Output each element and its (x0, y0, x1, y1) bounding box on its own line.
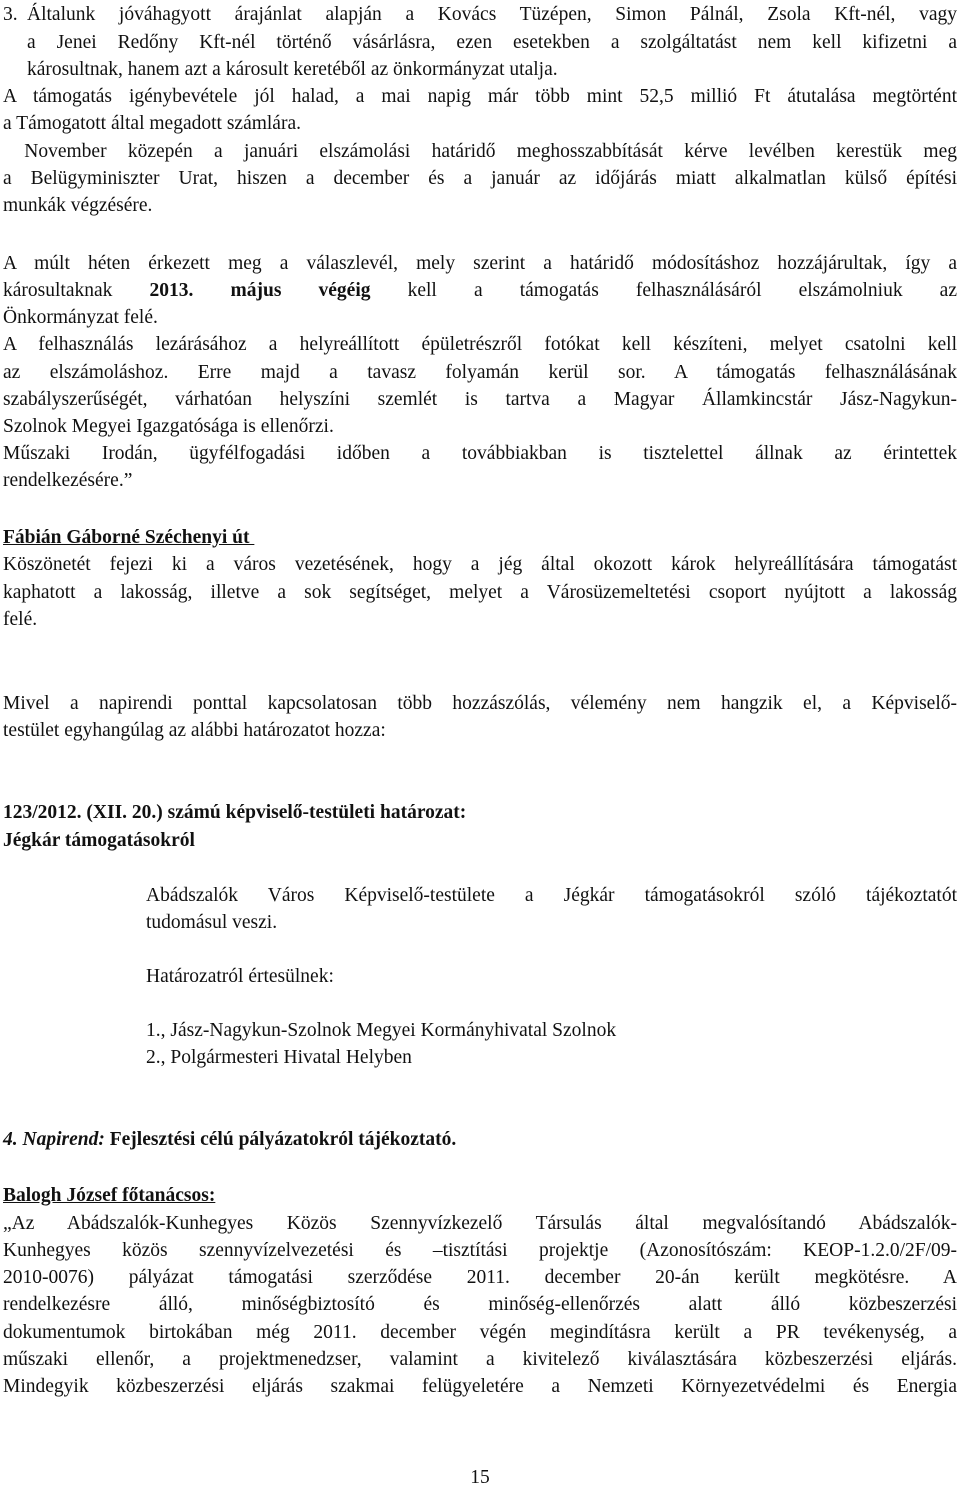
resolution-body-line: Abádszalók Város Képviselő-testülete a Jégkár támogatásokról szóló tájékoztatót (146, 885, 957, 906)
text-line: November közepén a januári elszámolási határidő meghosszabbítását kérve levélben kerestük meg (3, 141, 957, 162)
text-line: Mivel a napirendi ponttal kapcsolatosan több hozzászólás, vélemény nem hangzik el, a Képviselő- (3, 693, 957, 714)
text-line: felé. (3, 609, 38, 630)
text-line (3, 278, 957, 304)
text-line: az elszámoláshoz. Erre majd a tavasz folyamán kerül sor. A támogatás felhasználásának (3, 362, 957, 383)
resolution-body-line: tudomásul veszi. (146, 912, 278, 933)
text-line: testület egyhangúlag az alábbi határozatot hozza: (3, 720, 386, 741)
text-line: munkák végzésére. (3, 195, 153, 216)
text-line: Szolnok Megyei Igazgatósága is ellenőrzi. (3, 416, 334, 437)
agenda-label: 4. Napirend: (3, 1129, 105, 1150)
text-line: a Támogatott által megadott számlára. (3, 113, 301, 134)
agenda-heading (3, 1127, 957, 1153)
speaker-name: Fábián Gáborné Széchenyi út (3, 527, 255, 548)
resolution-title: 123/2012. (XII. 20.) számú képviselő-testületi határozat: (3, 802, 467, 823)
text-fragment: károsultaknak (3, 280, 150, 301)
text-line: A felhasználás lezárásához a helyreállított épületrészről fotókat kell készíteni, melyet csatolni kell (3, 334, 957, 355)
resolution-subject: Jégkár támogatásokról (3, 830, 195, 851)
text-line: rendelkezésére.” (3, 470, 133, 491)
text-line: a Belügyminiszter Urat, hiszen a december és a január az időjárás miatt alkalmatlan külső építési (3, 168, 957, 189)
text-line: A múlt héten érkezett meg a válaszlevél, mely szerint a határidő módosításhoz hozzájárultak, így a (3, 253, 957, 274)
text-line: A támogatás igénybevétele jól halad, a mai napig már több mint 52,5 millió Ft átutalása megtörtént (3, 86, 957, 107)
speaker-name: Balogh József főtanácsos: (3, 1185, 216, 1206)
text-line: károsultnak, hanem azt a károsult keretéből az önkormányzat utalja. (27, 59, 558, 80)
text-line: Általunk jóváhagyott árajánlat alapján a Kovács Tüzépen, Simon Pálnál, Zsola Kft-nél, vagy (27, 4, 957, 25)
text-line: kaphatott a lakosság, illetve a sok segítséget, melyet a Városüzemeltetési csoport nyújtott a lakosság (3, 582, 957, 603)
text-line: a Jenei Redőny Kft-nél történő vásárlásra, ezen esetekben a szolgáltatást nem kell kifizetni a (27, 32, 957, 53)
text-line: Kunhegyes közös szennyvízelvezetési és –tisztítási projektje (Azonosítószám: KEOP-1.2.0/2F/09- (3, 1240, 957, 1261)
page-number: 15 (470, 1467, 490, 1488)
text-fragment: kell a támogatás felhasználásáról elszámolniuk az (370, 280, 957, 301)
recipient-item: 1., Jász-Nagykun-Szolnok Megyei Kormányhivatal Szolnok (146, 1020, 617, 1041)
text-line: dokumentumok birtokában még 2011. december végén megindításra került a PR tevékenység, a (3, 1322, 957, 1343)
text-line: „Az Abádszalók-Kunhegyes Közös Szennyvízkezelő Társulás által megvalósítandó Abádszalók- (3, 1213, 957, 1234)
text-line: Mindegyik közbeszerzési eljárás szakmai felügyeletére a Nemzeti Környezetvédelmi és Energia (3, 1376, 957, 1397)
text-line: Műszaki Irodán, ügyfélfogadási időben a továbbiakban is tisztelettel állnak az érintettek (3, 443, 957, 464)
text-line: szabályszerűségét, várhatóan helyszíni szemlét is tartva a Magyar Államkincstár Jász-Nagykun- (3, 389, 957, 410)
text-line: műszaki ellenőr, a projektmenedzser, valamint a kivitelező kiválasztására közbeszerzési eljárás. (3, 1349, 957, 1370)
text-line: rendelkezésre álló, minőségbiztosító és minőség-ellenőrzés alatt álló közbeszerzési (3, 1294, 957, 1315)
text-line: 2010-0076) pályázat támogatási szerződése 2011. december 20-án került megkötésre. A (3, 1267, 957, 1288)
list-number: 3. (3, 4, 18, 25)
text-line: Köszönetét fejezi ki a város vezetésének, hogy a jég által okozott károk helyreállítására támogatást (3, 554, 957, 575)
agenda-title: Fejlesztési célú pályázatokról tájékoztató. (104, 1129, 457, 1150)
text-line: Önkormányzat felé. (3, 307, 158, 328)
notify-label: Határozatról értesülnek: (146, 966, 334, 987)
recipient-item: 2., Polgármesteri Hivatal Helyben (146, 1047, 412, 1068)
deadline-emphasis: 2013. május végéig (149, 280, 371, 301)
